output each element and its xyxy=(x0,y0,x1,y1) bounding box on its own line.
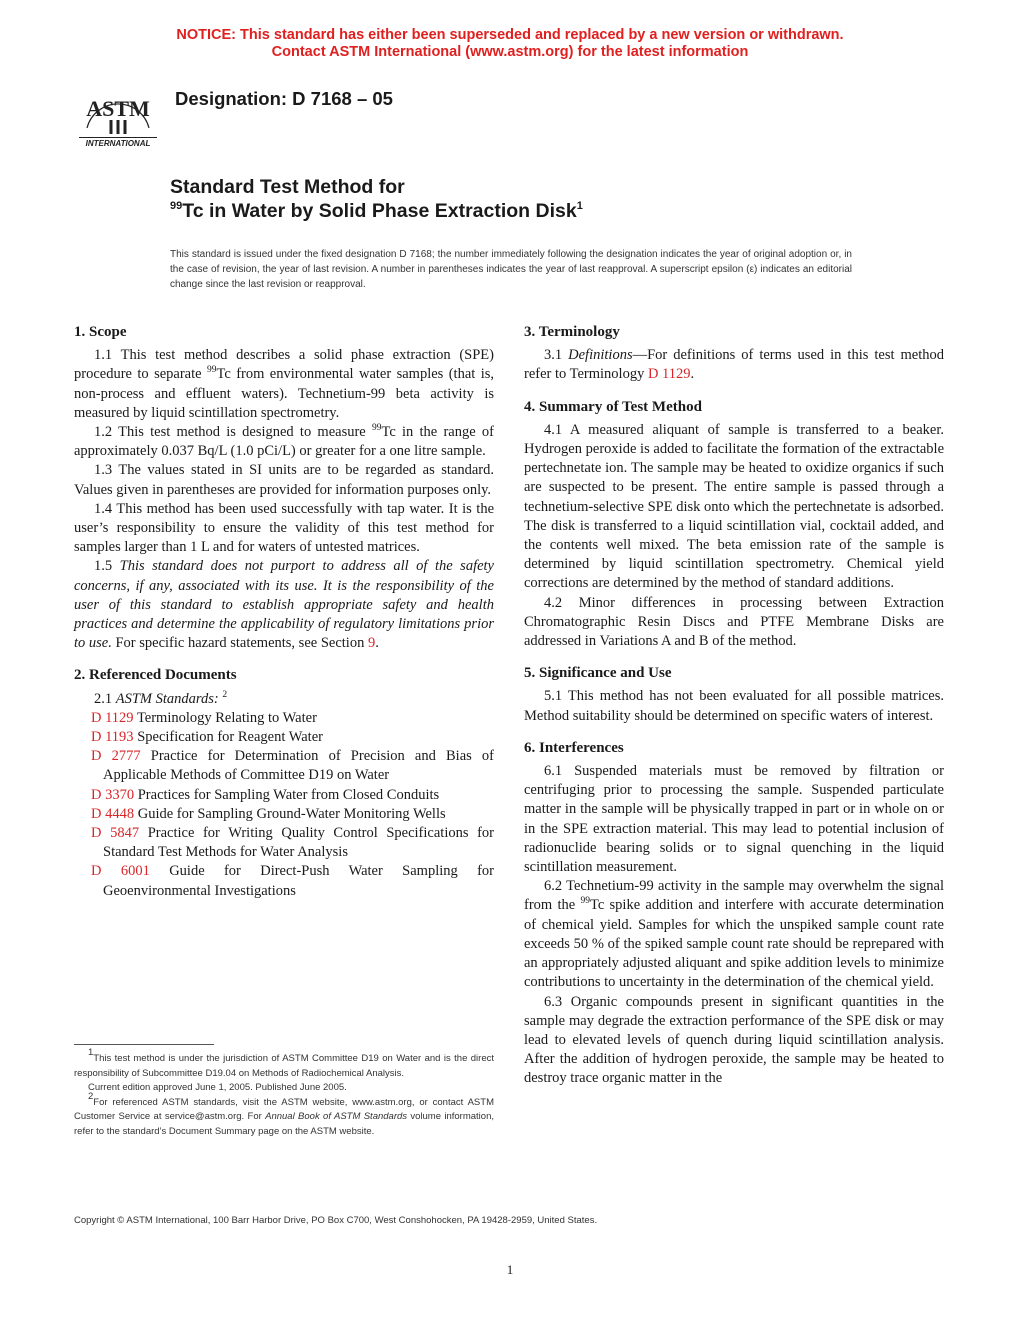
reference-item xyxy=(74,709,494,728)
standard-intro: This standard is issued under the fixed designation D 7168; the number immediately following the designation indicates the year of original adoption or, in the case of revision, the year of last revision. A number in parentheses indicates the year of last reapproval. A superscript epsilon (ε) indicates an editorial change since the last revision or reapproval. xyxy=(170,249,852,290)
notice-line-2: Contact ASTM International (www.astm.org) for the latest information xyxy=(271,44,749,60)
logo-text: ASTM xyxy=(86,96,150,121)
page-number: 1 xyxy=(506,1262,514,1277)
reference-code-link[interactable]: D 2777 xyxy=(91,748,141,765)
paragraph-1-4: 1.4 This method has been used successfully with tap water. It is the user’s responsibility to ensure the validity of this test method for samples larger than 1 L and for waters of untested matrices. xyxy=(74,500,494,556)
footnote-2: $^2$For referenced ASTM standards, visit the ASTM website, www.astm.org, or contact ASTM Customer Service at service@astm.org. For Annual Book of ASTM Standards volume information, refer to the standard’s Document Summary page on the ASTM website. xyxy=(74,1090,494,1137)
referenced-documents-list xyxy=(74,709,494,901)
paragraph-1-2: 1.2 This test method is designed to measure $^{99}$Tc in the range of approximately 0.037 Bq/L (1.0 pCi/L) or greater for a one litre sample. xyxy=(74,423,494,460)
footnote-1-approval: Current edition approved June 1, 2005. Published June 2005. xyxy=(88,1082,347,1093)
paragraph-6-1: 6.1 Suspended materials must be removed by filtration or centrifuging prior to processing the sample. Suspended particulate matter in the sample will be physically trapped in part or in whole on or in the SPE extraction material. This may lead to potential inclusion of radionuclide bearing solids or to signal quenching in the liquid scintillation measurement. xyxy=(524,763,944,876)
reference-code-link[interactable]: D 5847 xyxy=(91,825,140,842)
designation: Designation: D 7168 – 05 xyxy=(175,88,393,109)
right-column xyxy=(524,323,944,1089)
reference-code-link[interactable]: D 1129 xyxy=(91,709,134,726)
paragraph-3-1: 3.1 Definitions—For definitions of terms used in this test method refer to Terminology D 1129. xyxy=(524,347,945,383)
paragraph-1-5: 1.5 This standard does not purport to address all of the safety concerns, if any, associated with its use. It is the responsibility of the user of this standard to establish appropriate safety and health practices and determine the applicability of regulatory limitations prior to use. For specific hazard statements, see Section 9. xyxy=(74,558,494,652)
footnote-divider xyxy=(74,1044,214,1045)
section-heading-referenced-documents: 2. Referenced Documents xyxy=(74,667,237,684)
reference-item xyxy=(74,728,494,747)
withdrawal-notice xyxy=(0,27,1020,61)
section-heading-interferences: 6. Interferences xyxy=(524,739,624,756)
logo-subtext: INTERNATIONAL xyxy=(85,139,151,148)
reference-item xyxy=(74,824,494,862)
footnote-1: $^1$This test method is under the jurisdiction of ASTM Committee D19 on Water and is the direct responsibility of Subcommittee D19.04 on Methods of Radiochemical Analysis. xyxy=(74,1047,494,1079)
reference-code-link[interactable]: D 4448 xyxy=(91,805,135,822)
reference-title: Practices for Sampling Water from Closed Conduits xyxy=(137,786,440,803)
reference-title: Practice for Writing Quality Control Specifications for Standard Test Methods for Water Analysis xyxy=(103,825,494,861)
paragraph-2-1: 2.1 ASTM Standards: $^2$ xyxy=(94,689,228,707)
reference-item xyxy=(74,805,494,824)
reference-title: Practice for Determination of Precision and Bias of Applicable Methods of Committee D19 on Water xyxy=(103,748,495,784)
title-line-1: Standard Test Method for xyxy=(170,176,405,198)
reference-title: Guide for Sampling Ground-Water Monitoring Wells xyxy=(137,805,446,822)
reference-item xyxy=(74,862,494,900)
section-heading-significance: 5. Significance and Use xyxy=(524,665,672,682)
left-column xyxy=(74,323,494,901)
reference-code-link[interactable]: D 3370 xyxy=(91,786,135,803)
section-9-link[interactable]: 9 xyxy=(367,635,376,652)
reference-item xyxy=(74,786,494,805)
terminology-d1129-link[interactable]: D 1129 xyxy=(647,366,691,383)
paragraph-1-1: 1.1 This test method describes a solid phase extraction (SPE) procedure to separate $^{99}$Tc from environmental water samples (that is, non-process and effluent waters). Technetium-99 beta activity is measured by liquid scintillation spectrometry. xyxy=(74,347,494,421)
title-line-2: $^{99}$Tc in Water by Solid Phase Extraction Disk$^1$ xyxy=(170,200,583,222)
section-heading-scope: 1. Scope xyxy=(74,324,127,340)
reference-title: Guide for Direct-Push Water Sampling for Geoenvironmental Investigations xyxy=(103,863,495,899)
paragraph-4-2: 4.2 Minor differences in processing between Extraction Chromatographic Resin Discs and PTFE Membrane Disks are addressed in Variations A and B of the method. xyxy=(524,594,944,650)
copyright: Copyright © ASTM International, 100 Barr Harbor Drive, PO Box C700, West Conshohocken, PA 19428-2959, United States. xyxy=(74,1215,598,1226)
reference-code-link[interactable]: D 6001 xyxy=(91,863,150,880)
paragraph-4-1: 4.1 A measured aliquant of sample is transferred to a beaker. Hydrogen peroxide is added to facilitate the formation of the extractable pertechnetate ion. The sample may be heated to oxidize organics if such are suspected to be present. The entire sample is passed through a technetium-selective SPE disk onto which the pertechnetate is adsorbed. The disk is transferred to a liquid scintillation vial, cocktail added, and the contents well mixed. The beta emission rate of the sample is determined by liquid scintillation spectrometry. Chemical yield corrections are determined by the method of standard additions. xyxy=(524,421,944,592)
reference-title: Specification for Reagent Water xyxy=(137,729,323,746)
paragraph-1-3: 1.3 The values stated in SI units are to be regarded as standard. Values given in parentheses are provided for information purposes only. xyxy=(74,462,494,498)
paragraph-6-2: 6.2 Technetium-99 activity in the sample may overwhelm the signal from the $^{99}$Tc spike addition and interfere with accurate determination of chemical yield. Samples for which the unspiked sample count rate exceeds 50 % of the spiked sample count rate should be reprepared with an appropriately adjusted aliquant and spike addition levels to minimize contributions to uncertainty in the determination of the chemical yield. xyxy=(524,878,944,991)
astm-logo-icon xyxy=(73,76,163,152)
paragraph-5-1: 5.1 This method has not been evaluated for all possible matrices. Method suitability should be determined on specific waters of interest. xyxy=(524,688,944,724)
reference-item xyxy=(74,747,494,785)
reference-code-link[interactable]: D 1193 xyxy=(91,729,134,746)
notice-line-1: NOTICE: This standard has either been superseded and replaced by a new version or withdrawn. xyxy=(176,27,844,43)
footnotes xyxy=(74,1047,494,1139)
reference-title: Terminology Relating to Water xyxy=(136,709,317,726)
section-heading-terminology: 3. Terminology xyxy=(524,324,620,340)
section-heading-summary: 4. Summary of Test Method xyxy=(524,398,702,415)
document-title xyxy=(170,175,583,223)
paragraph-6-3: 6.3 Organic compounds present in significant quantities in the sample may degrade the extraction performance of the SPE disk or may lead to elevated levels of quench during liquid scintillation analysis. After the addition of hydrogen peroxide, the sample may be heated to destroy trace organic matter in the xyxy=(524,993,944,1087)
